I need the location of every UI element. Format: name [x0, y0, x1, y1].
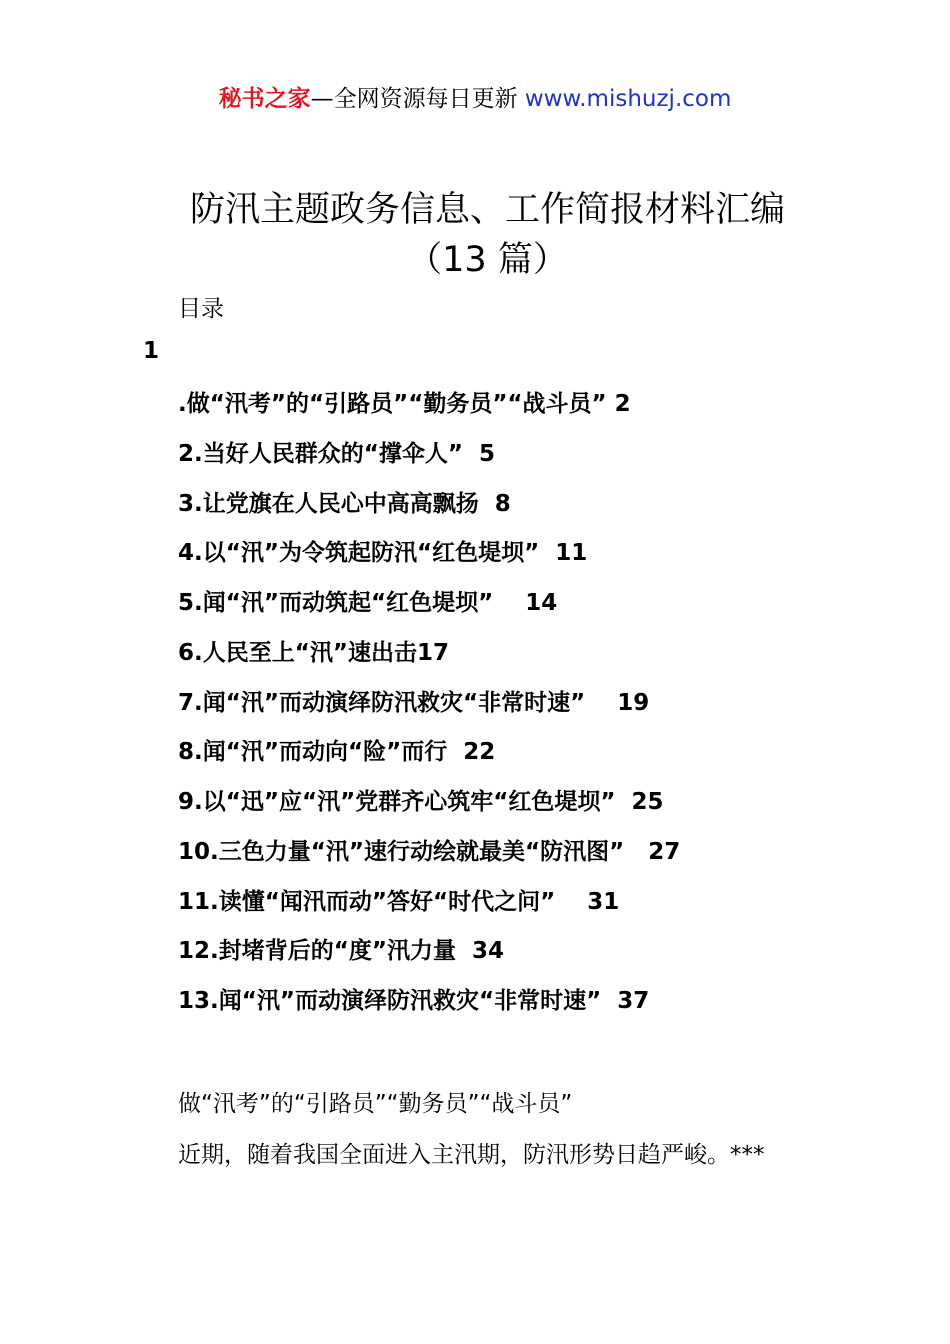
toc-label: 目录	[178, 296, 224, 322]
site-header	[0, 80, 950, 113]
toc-item[interactable]: .做“汛考”的“引路员”“勤务员”“战斗员” 2	[178, 391, 631, 417]
document-subtitle-count: （13 篇）	[407, 240, 568, 280]
toc-item[interactable]: 2.当好人民群众的“撑伞人” 5	[178, 440, 495, 467]
brand-name: 秘书之家	[218, 86, 311, 112]
toc-item[interactable]: 11.读懂“闻汛而动”答好“时代之问” 31	[178, 888, 620, 915]
table-of-contents	[178, 387, 680, 1034]
toc-item[interactable]: 7.闻“汛”而动演绎防汛救灾“非常时速” 19	[178, 689, 650, 716]
site-url-link[interactable]: www.mishuzj.com	[524, 86, 732, 112]
toc-item[interactable]: 5.闻“汛”而动筑起“红色堤坝” 14	[178, 590, 558, 616]
toc-item[interactable]: 12.封堵背后的“度”汛力量 34	[178, 938, 504, 965]
toc-item[interactable]: 4.以“汛”为令筑起防汛“红色堤坝” 11	[178, 540, 588, 567]
toc-item[interactable]: 10.三色力量“汛”速行动绘就最美“防汛图” 27	[178, 838, 681, 865]
header-tagline: —全网资源每日更新	[310, 86, 518, 112]
toc-marker: 1	[143, 338, 160, 364]
toc-item[interactable]: 3.让党旗在人民心中高高飘扬 8	[178, 490, 511, 517]
toc-item[interactable]: 13.闻“汛”而动演绎防汛救灾“非常时速” 37	[178, 988, 650, 1014]
toc-item[interactable]: 9.以“迅”应“汛”党群齐心筑牢“红色堤坝” 25	[178, 789, 664, 815]
toc-item[interactable]: 6.人民至上“汛”速出击17	[178, 639, 449, 666]
toc-item[interactable]: 8.闻“汛”而动向“险”而行 22	[178, 739, 496, 766]
document-title: 防汛主题政务信息、工作简报材料汇编	[189, 190, 785, 230]
first-paragraph: 近期，随着我国全面进入主汛期，防汛形势日趋严峻。***	[178, 1142, 765, 1168]
section-heading: 做“汛考”的“引路员”“勤务员”“战斗员”	[178, 1091, 573, 1117]
